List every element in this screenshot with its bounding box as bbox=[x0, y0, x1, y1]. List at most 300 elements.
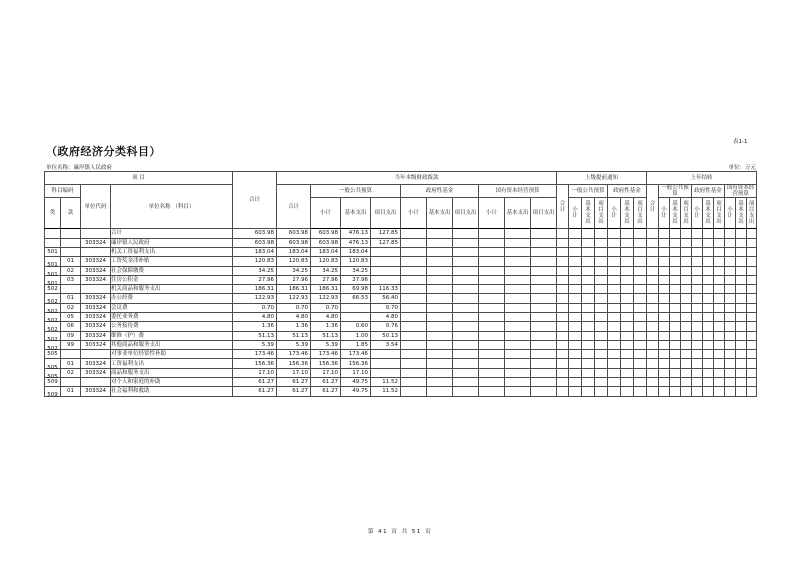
cell-value-empty bbox=[714, 340, 725, 349]
cell-value: 183.04 bbox=[311, 247, 341, 256]
cell-value-empty bbox=[714, 238, 725, 247]
cell-value-empty bbox=[569, 275, 582, 284]
cell-value-empty bbox=[692, 368, 703, 377]
cell-value: 183.04 bbox=[277, 247, 311, 256]
cell-value-empty bbox=[670, 350, 681, 359]
cell-unit-name: 公务接待费 bbox=[111, 322, 233, 331]
cell-value-empty bbox=[670, 285, 681, 294]
cell-value-empty bbox=[595, 275, 608, 284]
cell-unit-code bbox=[81, 229, 111, 238]
cell-value-empty bbox=[557, 285, 569, 294]
cell-value-empty bbox=[634, 238, 647, 247]
cell-value-empty bbox=[531, 331, 557, 340]
cell-value-empty bbox=[736, 359, 747, 368]
cell-value-empty bbox=[659, 303, 670, 312]
cell-value-empty bbox=[703, 238, 714, 247]
cell-value-empty bbox=[621, 275, 634, 284]
cell-value-empty bbox=[659, 331, 670, 340]
cell-value-empty bbox=[714, 285, 725, 294]
header-unit-name: 单位名称 （科目） bbox=[111, 185, 233, 229]
cell-value-empty bbox=[714, 275, 725, 284]
cell-value-empty bbox=[714, 322, 725, 331]
header-basic: 基本支出 bbox=[703, 198, 714, 229]
cell-value: 17.10 bbox=[341, 368, 371, 377]
cell-value-empty bbox=[569, 350, 582, 359]
cell-value-empty bbox=[505, 275, 531, 284]
cell-value: 173.46 bbox=[277, 350, 311, 359]
table-row bbox=[45, 387, 757, 396]
cell-unit-code: 303324 bbox=[81, 359, 111, 368]
cell-value-empty bbox=[747, 378, 757, 387]
cell-value-empty bbox=[659, 350, 670, 359]
cell-value-empty bbox=[608, 266, 621, 275]
cell-value-empty bbox=[531, 350, 557, 359]
cell-value-empty bbox=[681, 294, 692, 303]
cell-value: 120.83 bbox=[341, 257, 371, 266]
header-project: 项目支出 bbox=[634, 198, 647, 229]
cell-value-empty bbox=[557, 257, 569, 266]
cell-value-empty bbox=[557, 312, 569, 321]
cell-value: 34.25 bbox=[341, 266, 371, 275]
cell-value: 120.83 bbox=[233, 257, 277, 266]
cell-value-empty bbox=[703, 275, 714, 284]
cell-value-empty bbox=[401, 285, 427, 294]
cell-value: 173.46 bbox=[233, 350, 277, 359]
cell-value: 186.31 bbox=[233, 285, 277, 294]
cell-value-empty bbox=[608, 238, 621, 247]
table-row bbox=[45, 303, 757, 312]
header-section-col: 款 bbox=[61, 198, 81, 229]
cell-value-empty bbox=[647, 331, 659, 340]
cell-value-empty bbox=[595, 257, 608, 266]
cell-value-empty bbox=[531, 378, 557, 387]
cell-unit-name: 维修（护）费 bbox=[111, 331, 233, 340]
cell-value-empty bbox=[725, 247, 736, 256]
cell-unit-code: 303324 bbox=[81, 257, 111, 266]
cell-value-empty bbox=[608, 359, 621, 368]
cell-value-empty bbox=[401, 322, 427, 331]
table-row bbox=[45, 294, 757, 303]
cell-class-code bbox=[45, 238, 61, 247]
cell-unit-name: 廉岸镇人民政府 bbox=[111, 238, 233, 247]
cell-value-empty bbox=[569, 312, 582, 321]
cell-value-empty bbox=[681, 368, 692, 377]
cell-value-empty bbox=[453, 285, 479, 294]
cell-value-empty bbox=[595, 312, 608, 321]
cell-value: 34.25 bbox=[277, 266, 311, 275]
cell-value-empty bbox=[531, 322, 557, 331]
cell-value-empty bbox=[569, 266, 582, 275]
cell-value-empty bbox=[725, 266, 736, 275]
cell-class-code: 502 bbox=[45, 285, 61, 294]
cell-value-empty bbox=[505, 238, 531, 247]
cell-unit-code: 303324 bbox=[81, 312, 111, 321]
cell-value: 69.98 bbox=[341, 285, 371, 294]
cell-value: 61.27 bbox=[311, 387, 341, 396]
cell-unit-name: 商品和服务支出 bbox=[111, 368, 233, 377]
cell-value-empty bbox=[670, 294, 681, 303]
cell-value-empty bbox=[595, 368, 608, 377]
cell-value-empty bbox=[634, 368, 647, 377]
cell-value-empty bbox=[582, 312, 595, 321]
cell-value-empty bbox=[681, 312, 692, 321]
cell-value-empty bbox=[747, 275, 757, 284]
cell-value-empty bbox=[531, 387, 557, 396]
cell-value-empty bbox=[692, 294, 703, 303]
cell-value: 156.36 bbox=[233, 359, 277, 368]
cell-class-code: 501 bbox=[45, 266, 61, 275]
cell-value-empty bbox=[714, 368, 725, 377]
cell-value-empty bbox=[401, 350, 427, 359]
cell-value-empty bbox=[714, 378, 725, 387]
cell-unit-name: 社会福利和救助 bbox=[111, 387, 233, 396]
cell-value-empty bbox=[725, 368, 736, 377]
cell-unit-name: 工资奖金津补贴 bbox=[111, 257, 233, 266]
cell-class-code: 505 bbox=[45, 368, 61, 377]
cell-value-empty bbox=[659, 322, 670, 331]
cell-value: 17.10 bbox=[277, 368, 311, 377]
table-body bbox=[45, 229, 757, 399]
cell-value-empty bbox=[670, 322, 681, 331]
cell-value: 5.39 bbox=[233, 340, 277, 349]
cell-value-empty bbox=[427, 229, 453, 238]
cell-value-empty bbox=[659, 340, 670, 349]
header-subtotal: 小计 bbox=[659, 198, 670, 229]
table-row bbox=[45, 322, 757, 331]
cell-value-empty bbox=[659, 247, 670, 256]
cell-value-empty bbox=[692, 387, 703, 396]
cell-value: 3.54 bbox=[371, 340, 401, 349]
cell-value bbox=[371, 266, 401, 275]
cell-unit-code: 303324 bbox=[81, 275, 111, 284]
cell-value-empty bbox=[582, 247, 595, 256]
cell-value-empty bbox=[557, 340, 569, 349]
cell-value-empty bbox=[736, 266, 747, 275]
cell-unit-name: 办公经费 bbox=[111, 294, 233, 303]
cell-value: 1.00 bbox=[341, 331, 371, 340]
cell-value-empty bbox=[595, 285, 608, 294]
cell-value-empty bbox=[714, 294, 725, 303]
cell-value-empty bbox=[634, 322, 647, 331]
cell-value-empty bbox=[703, 350, 714, 359]
cell-value-empty bbox=[401, 294, 427, 303]
cell-value-empty bbox=[453, 340, 479, 349]
header-basic: 基本支出 bbox=[621, 198, 634, 229]
budget-table bbox=[44, 171, 757, 397]
cell-value-empty bbox=[659, 275, 670, 284]
cell-value-empty bbox=[569, 229, 582, 238]
cell-value-empty bbox=[714, 387, 725, 396]
cell-value: 51.13 bbox=[233, 331, 277, 340]
cell-value-empty bbox=[736, 387, 747, 396]
cell-value-empty bbox=[714, 312, 725, 321]
cell-value-empty bbox=[479, 229, 505, 238]
cell-value: 56.40 bbox=[371, 294, 401, 303]
cell-value-empty bbox=[569, 257, 582, 266]
cell-value-empty bbox=[427, 340, 453, 349]
cell-class-code: 502 bbox=[45, 331, 61, 340]
cell-value-empty bbox=[582, 266, 595, 275]
cell-value: 603.98 bbox=[277, 238, 311, 247]
cell-value-empty bbox=[595, 350, 608, 359]
header-project: 项目支出 bbox=[453, 198, 479, 229]
cell-section-code bbox=[61, 350, 81, 359]
table-row bbox=[45, 229, 757, 238]
cell-value-empty bbox=[557, 350, 569, 359]
cell-value-empty bbox=[582, 238, 595, 247]
cell-value-empty bbox=[479, 387, 505, 396]
cell-value-empty bbox=[647, 340, 659, 349]
cell-value-empty bbox=[427, 238, 453, 247]
cell-value-empty bbox=[703, 294, 714, 303]
cell-value: 61.27 bbox=[277, 387, 311, 396]
cell-value-empty bbox=[595, 247, 608, 256]
header-prev-total: 合计 bbox=[647, 185, 659, 229]
cell-class-code: 505 bbox=[45, 359, 61, 368]
cell-value-empty bbox=[647, 266, 659, 275]
cell-value-empty bbox=[531, 368, 557, 377]
cell-value-empty bbox=[621, 247, 634, 256]
cell-value-empty bbox=[479, 359, 505, 368]
cell-value-empty bbox=[595, 294, 608, 303]
cell-value-empty bbox=[582, 359, 595, 368]
table-row bbox=[45, 285, 757, 294]
cell-value-empty bbox=[505, 229, 531, 238]
cell-value-empty bbox=[531, 294, 557, 303]
cell-unit-name: 住房公积金 bbox=[111, 275, 233, 284]
cell-value: 476.13 bbox=[341, 229, 371, 238]
cell-value: 1.36 bbox=[311, 322, 341, 331]
cell-value-empty bbox=[531, 340, 557, 349]
cell-value-empty bbox=[453, 257, 479, 266]
cell-value-empty bbox=[736, 378, 747, 387]
header-subtotal: 小计 bbox=[569, 198, 582, 229]
cell-value-empty bbox=[401, 247, 427, 256]
header-basic: 基本支出 bbox=[582, 198, 595, 229]
cell-value-empty bbox=[736, 257, 747, 266]
cell-value-empty bbox=[703, 378, 714, 387]
cell-value bbox=[371, 359, 401, 368]
header-project: 项目支出 bbox=[531, 198, 557, 229]
cell-value-empty bbox=[505, 257, 531, 266]
cell-value-empty bbox=[621, 294, 634, 303]
cell-value-empty bbox=[670, 266, 681, 275]
cell-value-empty bbox=[681, 257, 692, 266]
cell-value: 122.93 bbox=[233, 294, 277, 303]
cell-class-code: 505 bbox=[45, 350, 61, 359]
cell-value-empty bbox=[670, 387, 681, 396]
cell-value-empty bbox=[725, 322, 736, 331]
cell-value-empty bbox=[582, 294, 595, 303]
cell-value-empty bbox=[681, 238, 692, 247]
cell-section-code: 06 bbox=[61, 322, 81, 331]
cell-value: 49.75 bbox=[341, 387, 371, 396]
cell-value: 27.96 bbox=[233, 275, 277, 284]
cell-value-empty bbox=[621, 359, 634, 368]
cell-value-empty bbox=[401, 368, 427, 377]
cell-value-empty bbox=[505, 350, 531, 359]
cell-value-empty bbox=[453, 238, 479, 247]
cell-value-empty bbox=[659, 378, 670, 387]
cell-value bbox=[371, 368, 401, 377]
cell-section-code: 99 bbox=[61, 340, 81, 349]
cell-value: 17.10 bbox=[311, 368, 341, 377]
header-project: 项目支出 bbox=[595, 198, 608, 229]
cell-value-empty bbox=[582, 350, 595, 359]
cell-value bbox=[371, 247, 401, 256]
cell-value-empty bbox=[453, 359, 479, 368]
cell-value-empty bbox=[608, 368, 621, 377]
table-row bbox=[45, 340, 757, 349]
header-group-prev: 上年结转 bbox=[647, 172, 757, 185]
cell-class-code: 502 bbox=[45, 340, 61, 349]
cell-value-empty bbox=[453, 387, 479, 396]
cell-value-empty bbox=[531, 275, 557, 284]
cell-section-code: 09 bbox=[61, 331, 81, 340]
header-project: 项目支出 bbox=[681, 198, 692, 229]
cell-value: 603.98 bbox=[233, 229, 277, 238]
cell-value-empty bbox=[725, 257, 736, 266]
cell-section-code bbox=[61, 378, 81, 387]
cell-value-empty bbox=[595, 303, 608, 312]
cell-value-empty bbox=[703, 266, 714, 275]
cell-value-empty bbox=[401, 331, 427, 340]
cell-value-empty bbox=[427, 322, 453, 331]
cell-value-empty bbox=[670, 359, 681, 368]
cell-value-empty bbox=[505, 247, 531, 256]
cell-unit-name: 社会保障缴费 bbox=[111, 266, 233, 275]
cell-value-empty bbox=[714, 266, 725, 275]
cell-value: 66.53 bbox=[341, 294, 371, 303]
cell-value-empty bbox=[647, 238, 659, 247]
cell-value-empty bbox=[479, 238, 505, 247]
cell-value-empty bbox=[557, 275, 569, 284]
cell-value-empty bbox=[427, 378, 453, 387]
cell-value-empty bbox=[703, 257, 714, 266]
cell-value-empty bbox=[647, 368, 659, 377]
cell-value-empty bbox=[692, 322, 703, 331]
cell-class-code: 502 bbox=[45, 312, 61, 321]
cell-value-empty bbox=[595, 238, 608, 247]
cell-value: 476.13 bbox=[341, 238, 371, 247]
cell-value-empty bbox=[608, 257, 621, 266]
cell-value-empty bbox=[582, 257, 595, 266]
cell-value-empty bbox=[401, 359, 427, 368]
cell-value-empty bbox=[595, 378, 608, 387]
cell-value-empty bbox=[681, 247, 692, 256]
header-prev-statecap: 国有资本经营预算 bbox=[725, 185, 757, 198]
cell-value-empty bbox=[401, 257, 427, 266]
cell-value-empty bbox=[714, 331, 725, 340]
cell-value-empty bbox=[670, 229, 681, 238]
header-subtotal: 小计 bbox=[311, 198, 341, 229]
cell-value-empty bbox=[634, 266, 647, 275]
table-row bbox=[45, 238, 757, 247]
cell-value-empty bbox=[692, 340, 703, 349]
cell-value-empty bbox=[569, 303, 582, 312]
cell-value-empty bbox=[479, 331, 505, 340]
cell-value-empty bbox=[747, 387, 757, 396]
cell-value-empty bbox=[692, 312, 703, 321]
cell-value-empty bbox=[557, 331, 569, 340]
cell-value-empty bbox=[634, 387, 647, 396]
cell-value-empty bbox=[647, 378, 659, 387]
cell-value-empty bbox=[621, 322, 634, 331]
header-subtotal: 小计 bbox=[725, 198, 736, 229]
cell-value-empty bbox=[582, 378, 595, 387]
cell-value-empty bbox=[725, 229, 736, 238]
cell-value-empty bbox=[714, 247, 725, 256]
cell-value: 122.93 bbox=[311, 294, 341, 303]
cell-value-empty bbox=[692, 229, 703, 238]
cell-value-empty bbox=[647, 350, 659, 359]
cell-value bbox=[371, 275, 401, 284]
header-total-col: 合计 bbox=[233, 172, 277, 229]
cell-value-empty bbox=[621, 266, 634, 275]
cell-value: 4.80 bbox=[233, 312, 277, 321]
cell-value-empty bbox=[736, 285, 747, 294]
cell-value-empty bbox=[608, 387, 621, 396]
cell-value-empty bbox=[670, 257, 681, 266]
cell-value-empty bbox=[703, 247, 714, 256]
cell-value-empty bbox=[703, 340, 714, 349]
cell-unit-code: 303324 bbox=[81, 322, 111, 331]
cell-value-empty bbox=[582, 229, 595, 238]
cell-value-empty bbox=[747, 303, 757, 312]
cell-value-empty bbox=[608, 350, 621, 359]
cell-value-empty bbox=[582, 322, 595, 331]
cell-value-empty bbox=[670, 312, 681, 321]
cell-value-empty bbox=[736, 350, 747, 359]
cell-value-empty bbox=[479, 340, 505, 349]
table-row bbox=[45, 368, 757, 377]
cell-value-empty bbox=[736, 238, 747, 247]
cell-value: 4.80 bbox=[371, 312, 401, 321]
cell-value: 183.04 bbox=[233, 247, 277, 256]
cell-value-empty bbox=[736, 247, 747, 256]
cell-value-empty bbox=[427, 368, 453, 377]
cell-value: 61.27 bbox=[233, 378, 277, 387]
cell-unit-code bbox=[81, 350, 111, 359]
cell-value-empty bbox=[557, 359, 569, 368]
cell-value-empty bbox=[747, 238, 757, 247]
header-basic: 基本支出 bbox=[505, 198, 531, 229]
cell-unit-name: 会议费 bbox=[111, 303, 233, 312]
cell-value-empty bbox=[505, 368, 531, 377]
cell-value-empty bbox=[401, 303, 427, 312]
cell-value-empty bbox=[747, 312, 757, 321]
cell-value-empty bbox=[681, 378, 692, 387]
cell-value-empty bbox=[670, 368, 681, 377]
cell-value-empty bbox=[670, 238, 681, 247]
cell-value-empty bbox=[714, 350, 725, 359]
cell-value-empty bbox=[692, 303, 703, 312]
cell-value-empty bbox=[634, 350, 647, 359]
cell-value-empty bbox=[681, 229, 692, 238]
cell-unit-name: 工资福利支出 bbox=[111, 359, 233, 368]
header-subtotal: 小计 bbox=[692, 198, 703, 229]
cell-class-code bbox=[45, 229, 61, 238]
cell-value-empty bbox=[692, 285, 703, 294]
cell-value-empty bbox=[621, 387, 634, 396]
cell-value-empty bbox=[531, 266, 557, 275]
cell-value-empty bbox=[427, 247, 453, 256]
cell-value-empty bbox=[453, 247, 479, 256]
cell-value-empty bbox=[608, 331, 621, 340]
cell-value: 173.46 bbox=[341, 350, 371, 359]
cell-value-empty bbox=[670, 247, 681, 256]
cell-value-empty bbox=[725, 294, 736, 303]
